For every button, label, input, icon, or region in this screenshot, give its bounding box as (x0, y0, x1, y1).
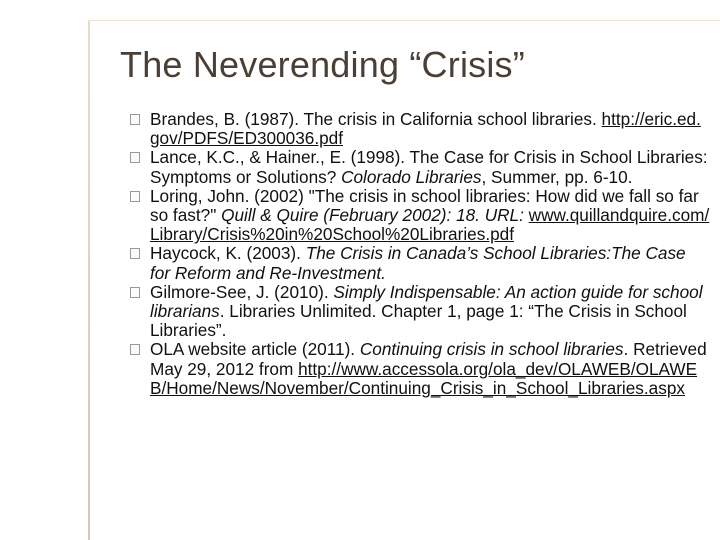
reference-item (130, 340, 710, 398)
reference-link[interactable]: http://www.accessola.org/ola_dev/OLAWEB/OLAWEB/Home/News/November/Continuing_Crisis_in_School_Libraries.aspx (150, 358, 698, 398)
reference-italic-text: The Crisis in Canada’s School Libraries:The Case for Reform and Re-Investment. (150, 243, 686, 283)
reference-item (130, 148, 710, 186)
bullet-icon (130, 344, 140, 355)
bullet-icon (130, 152, 140, 163)
reference-item (130, 187, 710, 245)
reference-text: OLA website article (2011). (150, 339, 360, 360)
reference-text: Lance, K.C., & Hainer., E. (1998). The Case for Crisis in School Libraries: Symptoms or Solutions? (150, 147, 708, 187)
slide-frame-left-line (88, 20, 90, 540)
slide-title: The Neverending “Crisis” (120, 44, 525, 85)
reference-link[interactable]: www.quillandquire.com/Library/Crisis%20in%20School%20Libraries.pdf (150, 205, 710, 245)
reference-text: Haycock, K. (2003). (150, 243, 306, 264)
reference-item (130, 110, 710, 148)
reference-item (130, 244, 710, 282)
bullet-icon (130, 287, 140, 298)
reference-text: Brandes, B. (1987). The crisis in California school libraries. (150, 109, 602, 129)
bullet-icon (130, 191, 140, 202)
reference-list (130, 110, 710, 398)
reference-link[interactable]: http://eric.ed.gov/PDFS/ED300036.pdf (150, 109, 701, 149)
reference-text: Gilmore-See, J. (2010). (150, 281, 334, 302)
bullet-icon (130, 114, 140, 125)
bullet-icon (130, 248, 140, 259)
reference-italic-text: Colorado Libraries (341, 166, 482, 187)
reference-italic-text: Quill & Quire (February 2002): 18. URL: (221, 205, 529, 226)
reference-text: . Libraries Unlimited. Chapter 1, page 1: “The Crisis in School Libraries”. (150, 301, 687, 341)
slide-frame-top-line (88, 20, 720, 21)
reference-item (130, 283, 710, 341)
reference-italic-text: Simply Indispensable: An action guide for school librarians (150, 281, 703, 322)
reference-text: . Retrieved May 29, 2012 from (150, 339, 707, 379)
reference-text: Loring, John. (2002) "The crisis in school libraries: How did we fall so far so fast?" (150, 185, 699, 226)
reference-italic-text: Continuing crisis in school libraries (359, 339, 624, 360)
reference-text: , Summer, pp. 6-10. (481, 166, 633, 187)
